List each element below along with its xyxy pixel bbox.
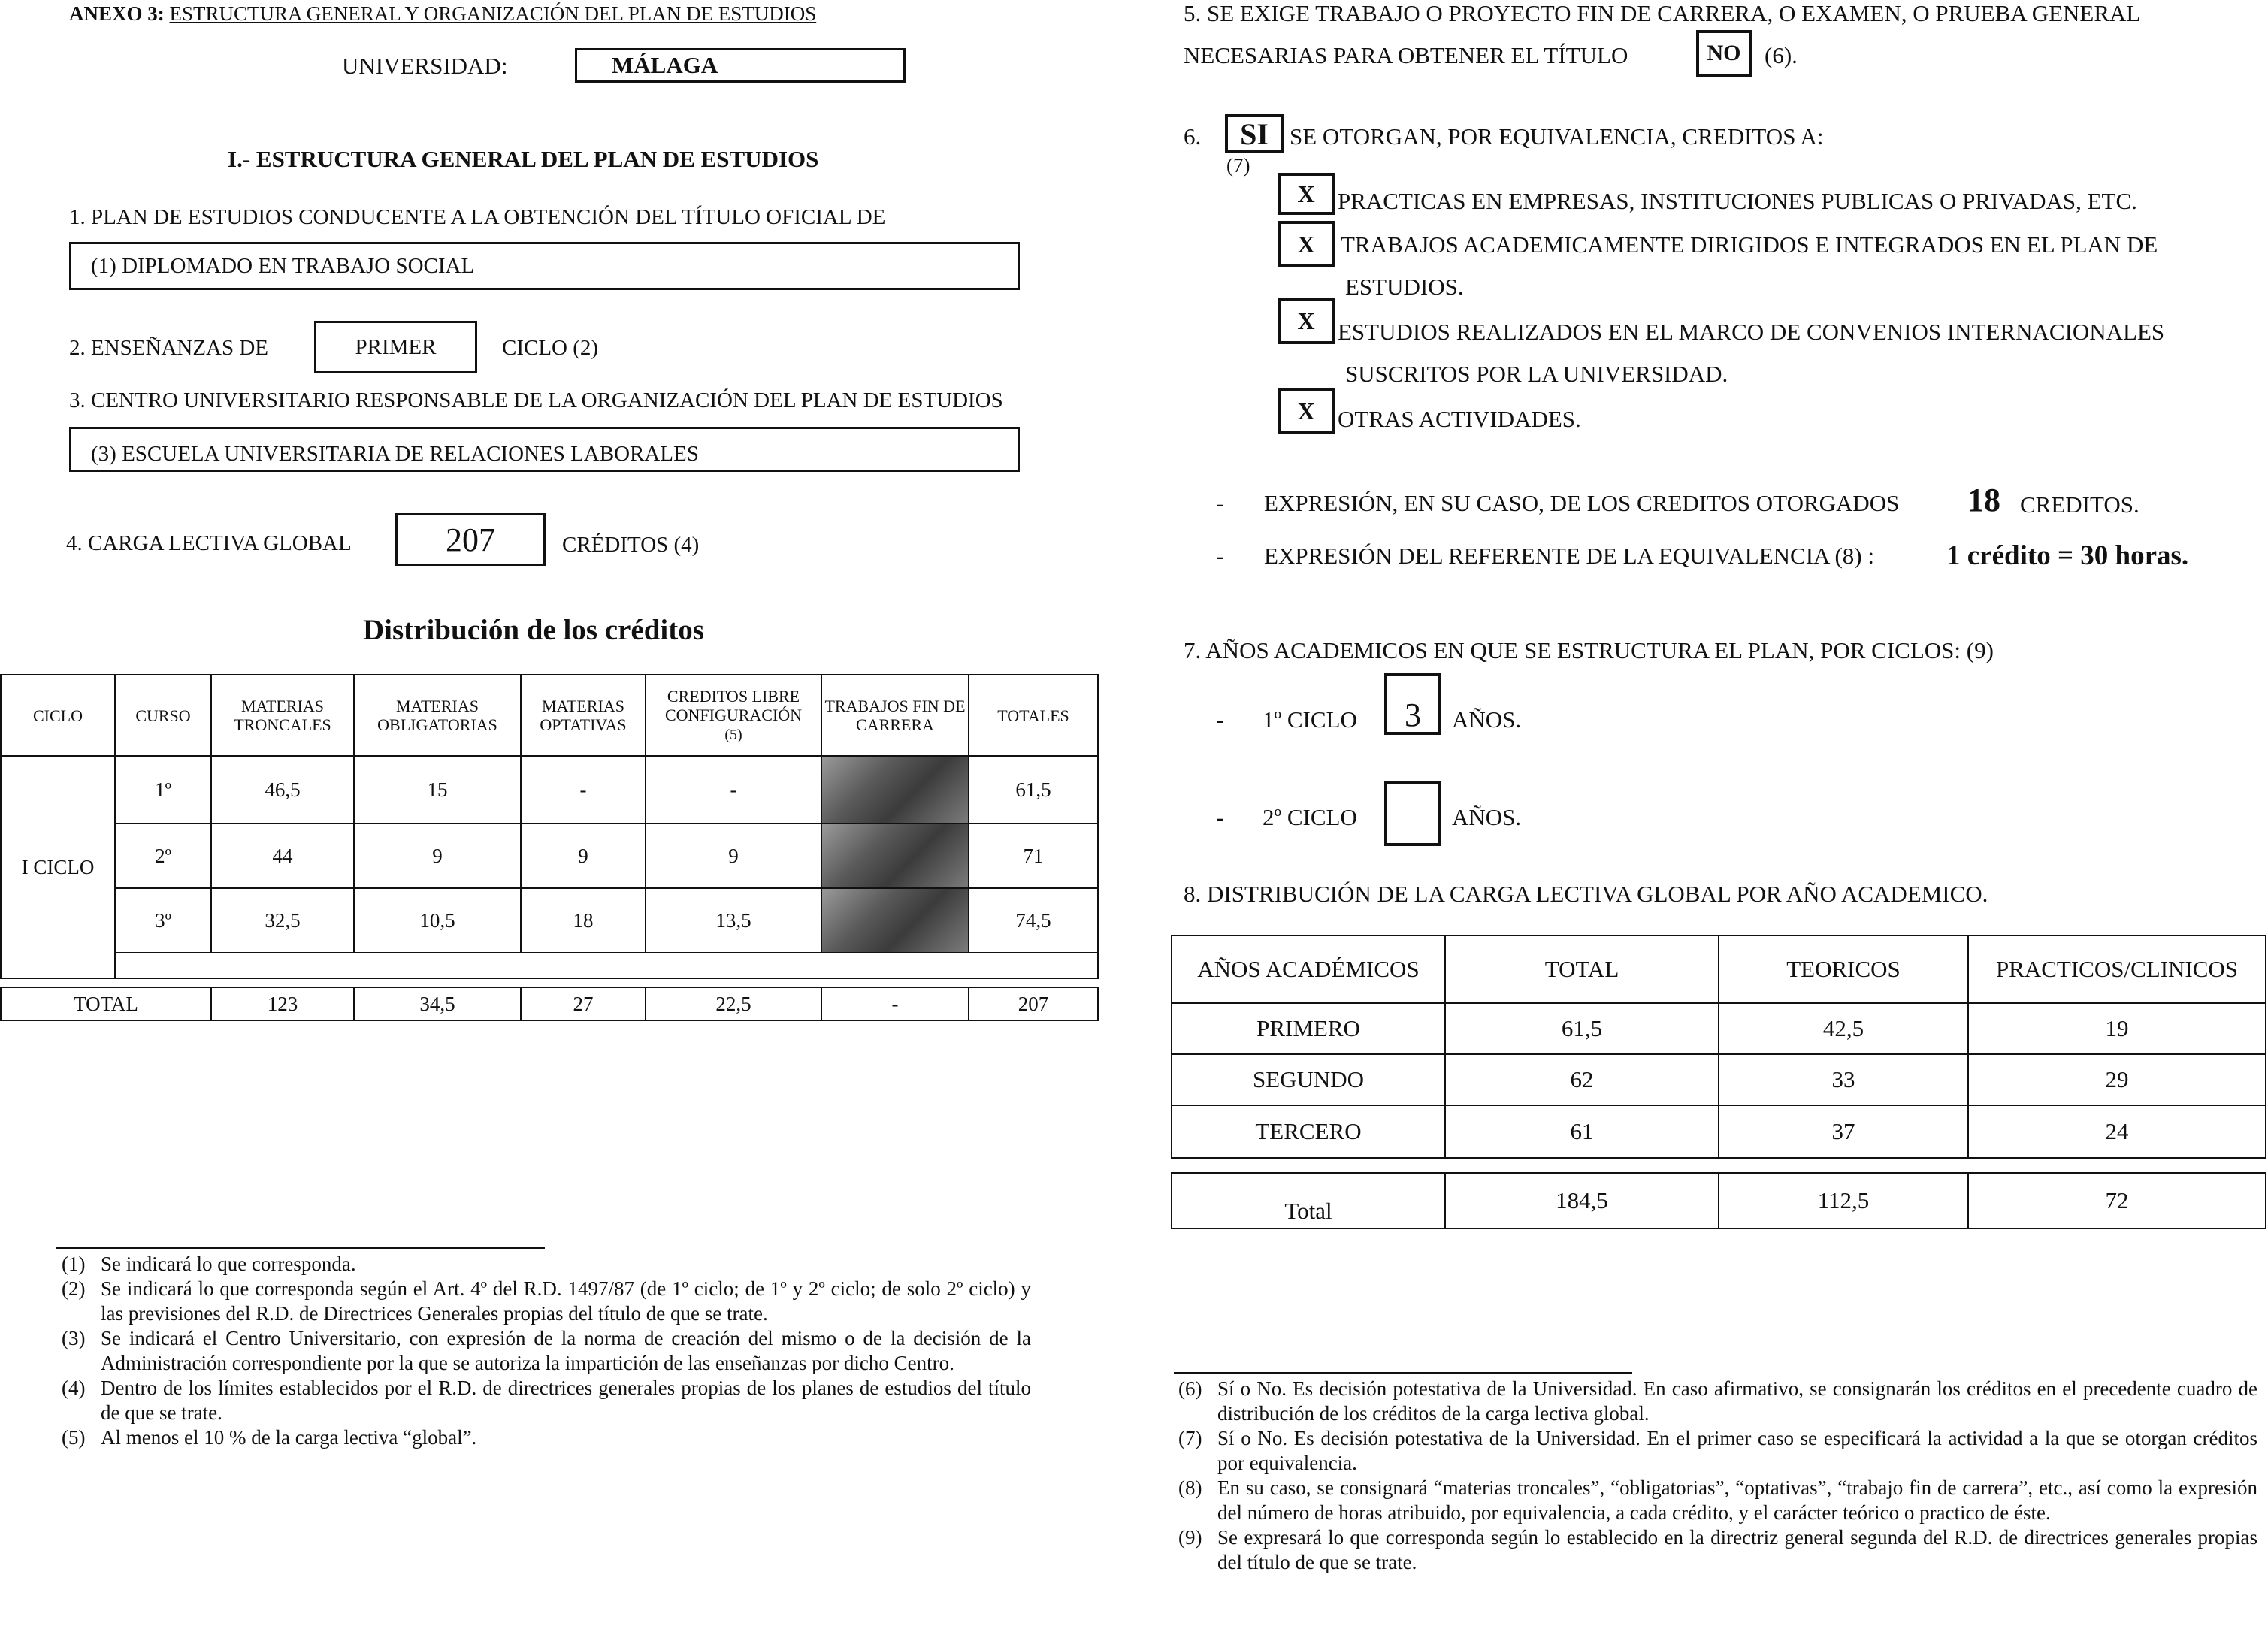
option-convenios: ESTUDIOS REALIZADOS EN EL MARCO DE CONVENIOS INTERNACIONALES [1338,319,2165,345]
total-label-cell: TOTAL [1,987,211,1020]
total-totales-cell: 207 [969,987,1098,1020]
troncales-cell: 32,5 [211,888,354,953]
footnote: (2) Se indicará lo que corresponda según el Art. 4º del R.D. 1497/87 (de 1º ciclo; de 1º y 2º ciclo; de solo 2º ciclo) y las previsiones del R.D. de Directrices Generales propias del título de que se trate. [62,1277,1031,1325]
header-anios: AÑOS ACADÉMICOS [1172,935,1445,1003]
table-total-row [1,987,1098,1020]
trabajos-shaded-cell [821,824,969,888]
option-convenios-line2: SUSCRITOS POR LA UNIVERSIDAD. [1345,361,1728,387]
total-obligatorias-cell: 34,5 [354,987,521,1020]
table-row [1,824,1098,888]
total-libre-cell: 22,5 [646,987,821,1020]
item6-note: (7) [1226,154,1250,177]
header-curso: CURSO [115,675,211,756]
table-title: Distribución de los créditos [363,614,704,646]
item4-label: 4. CARGA LECTIVA GLOBAL [66,531,352,555]
footnote: (3) Se indicará el Centro Universitario, con expresión de la norma de creación del mismo o de la decisión de la Administración correspondiente por la que se autoriza la impartición de las enseñanzas por dicho Centro. [62,1327,1031,1374]
dash: - [1216,542,1224,569]
years-suffix: AÑOS. [1452,804,1522,830]
item5-note: (6). [1765,42,1798,68]
footnote: (4) Dentro de los límites establecidos por el R.D. de directrices generales propias de los planes de estudios del título de que se trate. [62,1377,1031,1424]
table-row [1172,1054,2266,1105]
header-troncales: MATERIAS TRONCALES [211,675,354,756]
cycle2-label: 2º CICLO [1263,804,1357,830]
table-row [1,888,1098,953]
equivalence-field [1225,114,1284,153]
ciclo-cell: I CICLO [1,756,115,978]
item5-line2: NECESARIAS PARA OBTENER EL TÍTULO [1184,42,1628,68]
table-gap-row [1172,1158,2266,1173]
expr2-value: 1 crédito = 30 horas. [1946,540,2189,571]
header-ciclo: CICLO [1,675,115,756]
item3-value: (3) ESCUELA UNIVERSITARIA DE RELACIONES LABORALES [91,442,699,466]
troncales-cell: 46,5 [211,756,354,824]
teoricos-cell: 42,5 [1719,1003,1968,1054]
libre-cell: 13,5 [646,888,821,953]
footnote-divider [56,1247,545,1249]
item1-label: 1. PLAN DE ESTUDIOS CONDUCENTE A LA OBTENCIÓN DEL TÍTULO OFICIAL DE [69,205,886,229]
header-obligatorias: MATERIAS OBLIGATORIAS [354,675,521,756]
expr1-value: 18 [1967,482,2000,518]
credits-field [395,513,546,566]
total-cell: 61,5 [1445,1003,1719,1054]
trabajos-shaded-cell [821,756,969,824]
footnote: (1) Se indicará lo que corresponda. [62,1253,356,1275]
item2-suffix: CICLO (2) [502,336,599,360]
university-label: UNIVERSIDAD: [342,53,508,79]
item4-value: 207 [446,521,495,558]
obligatorias-cell: 15 [354,756,521,824]
total-label-cell: Total [1172,1173,1445,1229]
totales-cell: 74,5 [969,888,1098,953]
footnote: (8) En su caso, se consignará “materias troncales”, “obligatorias”, “optativas”, “trabajo fin de carrera”, etc., así como la expresión del número de horas atribuido, por equivalencia, a cada crédito, y el carácter teórico o practico de éste. [1178,1476,2257,1524]
cycle1-value: 3 [1405,697,1421,733]
cycle2-years-field [1384,781,1441,846]
cycle-field [314,321,477,373]
practicos-cell: 29 [1968,1054,2266,1105]
right-footnotes [1178,1377,2257,1575]
checkbox-otras[interactable]: X [1278,388,1335,434]
credits-table [0,674,1099,1021]
distribution-header-row [1172,935,2266,1003]
header-libre [646,675,821,756]
total-trabajos-cell: - [821,987,969,1020]
footnote: (9) Se expresará lo que corresponda según lo establecido en la directriz general segunda del R.D. de directrices generales propias del título de que se trate. [1178,1526,2257,1573]
item2-value: PRIMER [355,334,437,359]
item5-value: NO [1707,41,1741,65]
obligatorias-cell: 10,5 [354,888,521,953]
footnote: (7) Sí o No. Es decisión potestativa de la Universidad. En el primer caso se especificará la actividad a la que se otorgan créditos por equivalencia. [1178,1427,2257,1474]
option-trabajos: TRABAJOS ACADEMICAMENTE DIRIGIDOS E INTEGRADOS EN EL PLAN DE [1341,231,2158,258]
expr1-label: EXPRESIÓN, EN SU CASO, DE LOS CREDITOS OTORGADOS [1264,490,1900,516]
section-title: I.- ESTRUCTURA GENERAL DEL PLAN DE ESTUDIOS [228,146,819,172]
checkbox-practicas[interactable]: X [1278,173,1335,215]
header-libre-label: CREDITOS LIBRE CONFIGURACIÓN [664,686,803,724]
curso-cell: 2º [115,824,211,888]
teoricos-cell: 33 [1719,1054,1968,1105]
libre-cell: 9 [646,824,821,888]
years-suffix: AÑOS. [1452,706,1522,733]
totales-cell: 71 [969,824,1098,888]
optativas-cell: - [521,756,646,824]
header-totales: TOTALES [969,675,1098,756]
optativas-cell: 9 [521,824,646,888]
expr2-label: EXPRESIÓN DEL REFERENTE DE LA EQUIVALENCIA (8) : [1264,542,1874,569]
item7-label: 7. AÑOS ACADEMICOS EN QUE SE ESTRUCTURA EL PLAN, POR CICLOS: (9) [1184,637,1994,663]
year-cell: PRIMERO [1172,1003,1445,1054]
final-project-field [1696,30,1752,77]
total-cell: 62 [1445,1054,1719,1105]
cycle1-years-field [1384,673,1441,735]
header-teoricos: TEORICOS [1719,935,1968,1003]
total-practicos-cell: 72 [1968,1173,2266,1229]
expr1-suffix: CREDITOS. [2020,491,2139,518]
optativas-cell: 18 [521,888,646,953]
table-empty-row [1,953,1098,978]
year-cell: TERCERO [1172,1105,1445,1158]
item3-label: 3. CENTRO UNIVERSITARIO RESPONSABLE DE LA ORGANIZACIÓN DEL PLAN DE ESTUDIOS [69,388,1003,413]
libre-cell: - [646,756,821,824]
total-optativas-cell: 27 [521,987,646,1020]
center-field [69,427,1020,472]
annex-label: ANEXO 3: [69,2,165,25]
checkbox-convenios[interactable]: X [1278,298,1335,344]
header-optativas: MATERIAS OPTATIVAS [521,675,646,756]
total-teoricos-cell: 112,5 [1719,1173,1968,1229]
gap-cell [1,978,1098,987]
empty-cell [115,953,1098,978]
option-trabajos-line2: ESTUDIOS. [1345,274,1464,300]
footnote-divider [1174,1372,1632,1374]
header-trabajos: TRABAJOS FIN DE CARRERA [821,675,969,756]
total-cell: 61 [1445,1105,1719,1158]
credits-header-row [1,675,1098,756]
curso-cell: 1º [115,756,211,824]
total-total-cell: 184,5 [1445,1173,1719,1229]
item2-label: 2. ENSEÑANZAS DE [69,336,269,360]
item6-label: SE OTORGAN, POR EQUIVALENCIA, CREDITOS A: [1290,123,1824,150]
distribution-total-row [1172,1173,2266,1229]
header-practicos: PRACTICOS/CLINICOS [1968,935,2266,1003]
table-row [1172,1003,2266,1054]
header-total: TOTAL [1445,935,1719,1003]
cycle1-label: 1º CICLO [1263,706,1357,733]
option-otras: OTRAS ACTIVIDADES. [1338,406,1581,432]
obligatorias-cell: 9 [354,824,521,888]
totales-cell: 61,5 [969,756,1098,824]
distribution-table [1171,935,2266,1229]
dash: - [1216,706,1224,733]
dash: - [1216,490,1224,516]
troncales-cell: 44 [211,824,354,888]
dash: - [1216,804,1224,830]
item4-suffix: CRÉDITOS (4) [562,533,700,557]
item5-line1: 5. SE EXIGE TRABAJO O PROYECTO FIN DE CARRERA, O EXAMEN, O PRUEBA GENERAL [1184,0,2141,26]
practicos-cell: 19 [1968,1003,2266,1054]
gap-cell [1172,1158,2266,1173]
degree-field [69,242,1020,290]
item1-value: (1) DIPLOMADO EN TRABAJO SOCIAL [91,254,475,278]
table-row [1172,1105,2266,1158]
annex-title: ESTRUCTURA GENERAL Y ORGANIZACIÓN DEL PLAN DE ESTUDIOS [169,2,817,25]
footnote: (5) Al menos el 10 % de la carga lectiva “global”. [62,1426,477,1449]
teoricos-cell: 37 [1719,1105,1968,1158]
left-footnotes [62,1252,1031,1450]
footnote: (6) Sí o No. Es decisión potestativa de la Universidad. En caso afirmativo, se consignarán los créditos en el precedente cuadro de distribución de los créditos de la carga lectiva global. [1178,1377,2257,1425]
item6-value: SI [1240,116,1269,151]
header-libre-note: (5) [724,726,742,743]
annex-heading [69,2,816,26]
item8-label: 8. DISTRIBUCIÓN DE LA CARGA LECTIVA GLOBAL POR AÑO ACADEMICO. [1184,881,1988,907]
curso-cell: 3º [115,888,211,953]
university-value: MÁLAGA [612,52,718,78]
total-troncales-cell: 123 [211,987,354,1020]
year-cell: SEGUNDO [1172,1054,1445,1105]
university-field [575,48,906,83]
checkbox-trabajos[interactable]: X [1278,221,1335,267]
practicos-cell: 24 [1968,1105,2266,1158]
table-gap-row [1,978,1098,987]
table-row [1,756,1098,824]
item6-num: 6. [1184,123,1202,150]
option-practicas: PRACTICAS EN EMPRESAS, INSTITUCIONES PUBLICAS O PRIVADAS, ETC. [1338,188,2137,214]
trabajos-shaded-cell [821,888,969,953]
